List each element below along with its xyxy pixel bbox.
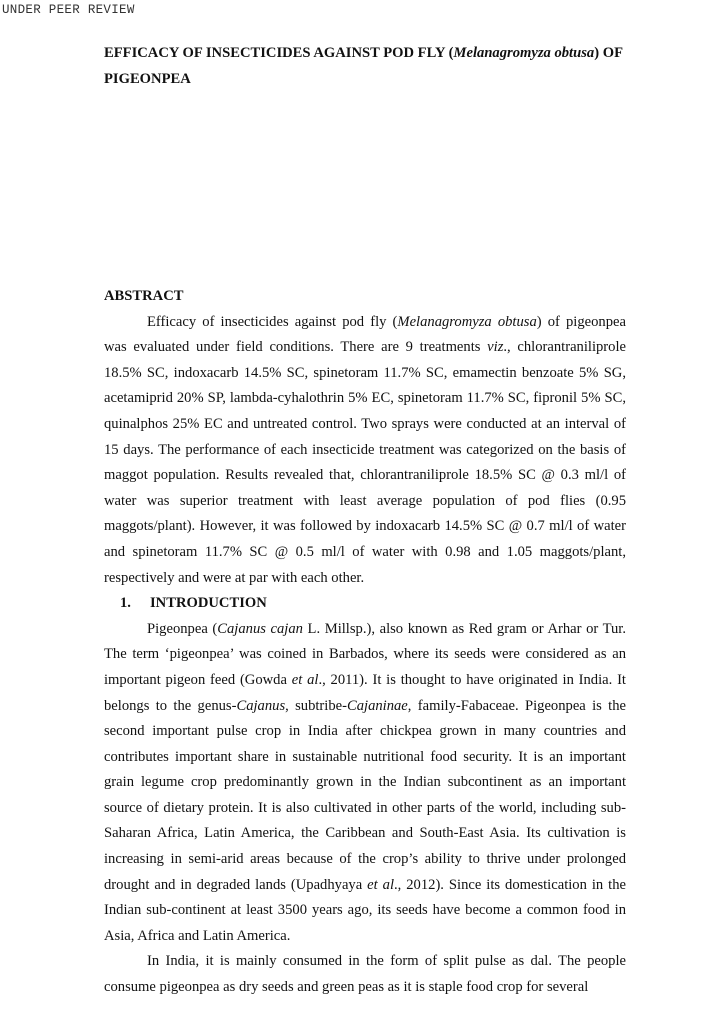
- text: Pigeonpea (: [147, 620, 218, 637]
- species-name: Cajanus cajan: [217, 620, 303, 637]
- introduction-paragraph-1: [104, 617, 626, 950]
- peer-review-watermark: UNDER PEER REVIEW: [2, 3, 135, 17]
- text: ., 2012). Since its domestication in the Indian sub-continent at least 3500 years ago, its seeds have become a common food in Asia, Africa and Latin America.: [104, 876, 626, 944]
- italic-text: Cajanus: [236, 697, 286, 714]
- text: Efficacy of insecticides against pod fly (: [147, 313, 398, 330]
- text: , family-Fabaceae. Pigeonpea is the second important pulse crop in India after chickpea grown in many countries and contributes important share in sustainable nutritional food security. It is an important grain legume crop predominantly grown in the Indian subcontinent as an important source of dietary protein. It is also cultivated in other parts of the world, including sub-Saharan Africa, Latin America, the Caribbean and South-East Asia. Its cultivation is increasing in semi-arid areas because of the crop’s ability to thrive under prolonged drought and in degraded lands (Upadhyaya: [104, 697, 626, 893]
- title-species: Melanagromyza obtusa: [453, 45, 595, 61]
- introduction-paragraph-2: In India, it is mainly consumed in the form of split pulse as dal. The people consume pigeonpea as dry seeds and green peas as it is staple food crop for several: [104, 953, 626, 996]
- section-title: INTRODUCTION: [150, 595, 267, 612]
- italic-text: et al: [291, 671, 319, 688]
- text: ., chlorantraniliprole 18.5% SC, indoxacarb 14.5% SC, spinetoram 11.7% SC, emamectin benzoate 5% SG, acetamiprid 20% SP, lambda-cyhalothrin 5% EC, spinetoram 11.7% SC, fipronil 5% SC, quinalphos 25% EC and untreated control. Two sprays were conducted at an interval of 15 days. The performance of each insecticide treatment was categorized on the basis of maggot population. Results revealed that, chlorantraniliprole 18.5% SC @ 0.3 ml/l of water was superior treatment with least average population of pod flies (0.95 maggots/plant). However, it was followed by indoxacarb 14.5% SC @ 0.7 ml/l of water and spinetoram 11.7% SC @ 0.5 ml/l of water with 0.98 and 1.05 maggots/plant, respectively and were at par with each other.: [104, 339, 626, 586]
- section-number: 1.: [120, 595, 131, 612]
- title-text-end: ) OF PIGEONPEA: [104, 45, 623, 87]
- text: ., 2011). It is thought to have originated in India. It belongs to the genus-: [104, 671, 626, 714]
- italic-text: Cajaninae: [346, 697, 408, 714]
- text: ) of pigeonpea was evaluated under field conditions. There are 9 treatments: [104, 313, 626, 356]
- abstract-heading: ABSTRACT: [104, 288, 184, 304]
- text: , subtribe-: [285, 697, 347, 714]
- paper-body: [104, 284, 626, 1001]
- abstract-paragraph: [104, 310, 626, 592]
- text: L. Millsp.), also known as Red gram or Arhar or Tur. The term ‘pigeonpea’ was coined in Barbados, where its seeds were considered as an important pigeon feed (Gowda: [104, 620, 626, 688]
- introduction-heading: [104, 591, 626, 617]
- title-text: EFFICACY OF INSECTICIDES AGAINST POD FLY (: [104, 45, 454, 61]
- species-name: Melanagromyza obtusa: [397, 313, 537, 330]
- italic-text: viz: [487, 339, 504, 356]
- paper-title: [104, 40, 634, 92]
- italic-text: et al: [367, 876, 394, 893]
